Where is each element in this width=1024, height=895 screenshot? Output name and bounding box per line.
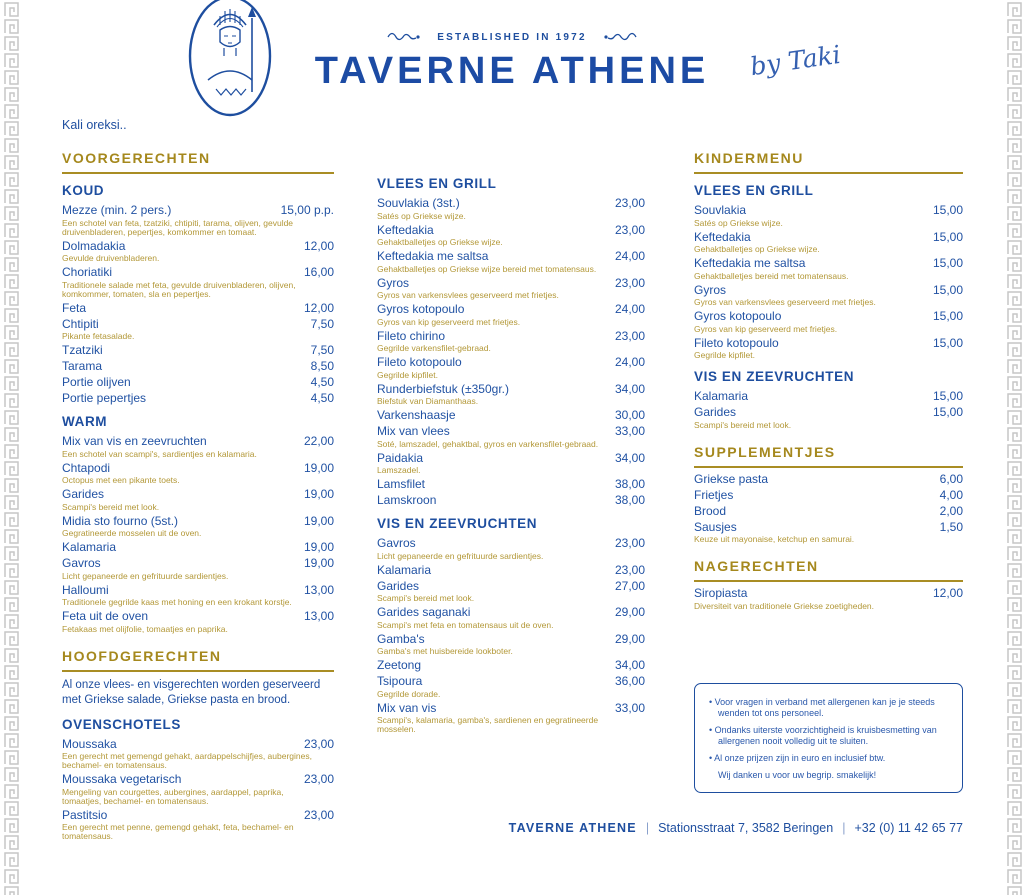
item-name: Keftedakia [694, 229, 751, 244]
menu-item-row [694, 473, 963, 486]
menu-item-row [694, 406, 963, 419]
menu-item [62, 541, 334, 554]
item-description: Biefstuk van Diamanthaas. [377, 396, 479, 406]
item-description: Gehaktballetjes op Griekse wijze bereid met tomatensaus. [377, 263, 597, 274]
item-name: Dolmadakia [62, 238, 126, 253]
item-price: 4,00 [939, 487, 963, 502]
item-name: Garides [377, 578, 420, 593]
item-name: Gyros [694, 282, 727, 297]
item-name: Mix van vis [377, 700, 437, 715]
menu-item-row [377, 356, 645, 369]
menu-item [694, 284, 963, 308]
item-name: Gamba's [377, 631, 425, 646]
item-price: 33,00 [614, 700, 645, 715]
section-heading: SUPPLEMENTJES [694, 444, 963, 468]
menu-column-middle [377, 150, 645, 737]
menu-item [694, 257, 963, 281]
item-name: Kalamaria [694, 389, 749, 403]
item-name: Fileto kotopoulo [377, 355, 462, 369]
item-name: Siropiasta [694, 586, 748, 600]
item-description: Diversiteit van traditionele Griekse zoetigheden. [694, 600, 875, 611]
menu-item-row [694, 257, 963, 270]
menu-item [62, 360, 334, 373]
menu-item-row [377, 224, 645, 237]
menu-item [62, 344, 334, 357]
item-description: Gyros van kip geserveerd met frietjes. [377, 316, 521, 327]
item-description: Gehaktballetjes op Griekse wijze. [377, 237, 503, 247]
subsection-heading: VIS EN ZEEVRUCHTEN [377, 516, 538, 531]
menu-item [62, 302, 334, 315]
allergen-info-box [694, 683, 963, 793]
item-description: Gegrilde kipfilet. [694, 350, 755, 360]
item-description: Fetakaas met olijfolie, tomaatjes en paprika. [62, 623, 228, 634]
item-name: Keftedakia me saltsa [694, 256, 806, 270]
menu-item-row [377, 197, 645, 210]
item-price: 13,00 [303, 609, 334, 623]
item-price: 23,00 [303, 736, 334, 751]
menu-item-row [377, 537, 645, 550]
item-price: 15,00 [932, 309, 963, 323]
menu-item-row [377, 425, 645, 438]
menu-item [62, 809, 334, 842]
menu-item-row [62, 318, 334, 331]
item-name: Souvlakia [694, 203, 747, 217]
menu-item [62, 738, 334, 771]
menu-item [377, 425, 645, 449]
item-description: Scampi's bereid met look. [62, 501, 160, 512]
item-name: Keftedakia me saltsa [377, 249, 489, 263]
item-name: Mix van vis en zeevruchten [62, 434, 207, 448]
menu-item-row [377, 606, 645, 619]
item-name: Zeetong [377, 658, 422, 672]
item-price: 15,00 [932, 282, 963, 297]
item-name: Moussaka vegetarisch [62, 772, 182, 786]
greek-key-border-right [1005, 0, 1022, 895]
menu-item-row [62, 376, 334, 389]
menu-item [694, 406, 963, 430]
menu-item-row [62, 204, 334, 217]
menu-item-row [694, 390, 963, 403]
item-name: Griekse pasta [694, 471, 769, 486]
item-name: Fileto chirino [377, 328, 446, 343]
menu-item-row [62, 584, 334, 597]
menu-item-row [62, 344, 334, 357]
item-description: Gegratineerde mosselen uit de oven. [62, 528, 202, 538]
item-price: 23,00 [614, 275, 645, 290]
item-price: 13,00 [303, 582, 334, 597]
subsection-heading: OVENSCHOTELS [62, 716, 181, 732]
item-price: 23,00 [614, 328, 645, 343]
menu-item [62, 204, 334, 237]
item-price: 19,00 [303, 513, 334, 528]
menu-item-row [377, 452, 645, 465]
menu-item [694, 587, 963, 611]
item-price: 1,50 [939, 519, 963, 534]
menu-item-row [377, 564, 645, 577]
menu-item [377, 383, 645, 407]
item-price: 24,00 [614, 249, 645, 263]
menu-item-row [377, 633, 645, 646]
item-price: 24,00 [614, 355, 645, 369]
item-description: Gegrilde kipfilet. [377, 369, 438, 380]
footer-separator: | [645, 821, 650, 835]
item-price: 6,00 [939, 471, 963, 486]
footer-brand: TAVERNE ATHENE [508, 821, 637, 835]
subsection-heading: WARM [62, 414, 108, 429]
item-name: Paidakia [377, 450, 424, 465]
menu-item-row [377, 494, 645, 507]
restaurant-title: TAVERNE ATHENE [314, 50, 710, 92]
item-name: Frietjes [694, 487, 734, 502]
flourish-right-icon [603, 31, 637, 43]
menu-item [694, 505, 963, 518]
info-closing: Wij danken u voor uw begrip. smakelijk! [718, 769, 877, 780]
item-name: Choriatiki [62, 265, 113, 279]
item-price: 36,00 [614, 674, 645, 688]
menu-item [62, 488, 334, 512]
menu-item-row [377, 659, 645, 672]
menu-column-left [62, 150, 334, 844]
item-name: Garides [694, 405, 737, 419]
item-price: 22,00 [303, 434, 334, 448]
item-name: Mezze (min. 2 pers.) [62, 203, 172, 217]
menu-item [62, 318, 334, 342]
subsection-heading: VLEES EN GRILL [694, 183, 814, 198]
item-name: Tzatziki [62, 343, 103, 357]
item-name: Tsipoura [377, 674, 423, 688]
item-description: Een gerecht met penne, gemengd gehakt, feta, bechamel- en tomatensaus. [62, 822, 294, 841]
item-description: Gehaktballetjes op Griekse wijze. [694, 244, 820, 254]
item-price: 15,00 [932, 405, 963, 419]
subsection-heading: VIS EN ZEEVRUCHTEN [694, 369, 855, 384]
menu-item-row [377, 250, 645, 263]
item-name: Keftedakia [377, 222, 434, 237]
item-name: Portie olijven [62, 375, 131, 389]
menu-item [377, 606, 645, 630]
footer-phone: +32 (0) 11 42 65 77 [854, 821, 963, 835]
item-price: 19,00 [303, 556, 334, 570]
item-name: Pastitsio [62, 807, 108, 822]
info-bullet: • Voor vragen in verband met allergenen kan je je steeds wenden tot ons personeel. [709, 697, 948, 719]
item-name: Sausjes [694, 519, 737, 534]
item-price: 34,00 [614, 658, 645, 672]
menu-item-row [62, 488, 334, 501]
menu-item-row [62, 773, 334, 786]
menu-item-row [377, 675, 645, 688]
menu-item [377, 250, 645, 274]
menu-item-row [694, 337, 963, 350]
item-description: Gamba's met huisbereide lookboter. [377, 646, 513, 656]
established-text: ESTABLISHED IN 1972 [437, 31, 587, 43]
item-price: 29,00 [614, 631, 645, 646]
item-price: 33,00 [614, 424, 645, 438]
item-price: 19,00 [303, 487, 334, 501]
menu-item-row [694, 310, 963, 323]
item-name: Garides saganaki [377, 605, 471, 619]
item-price: 30,00 [614, 408, 645, 422]
subsection-heading: VLEES EN GRILL [377, 176, 497, 191]
menu-item [694, 521, 963, 545]
item-name: Feta [62, 300, 87, 315]
item-price: 38,00 [614, 493, 645, 507]
item-price: 27,00 [614, 578, 645, 593]
info-bullet: • Ondanks uiterste voorzichtigheid is kruisbesmetting van allergenen nooit volledig uit te sluiten. [709, 725, 948, 747]
item-price: 12,00 [303, 238, 334, 253]
item-description: Scampi's met feta en tomatensaus uit de oven. [377, 619, 554, 630]
menu-item-row [377, 330, 645, 343]
item-name: Brood [694, 503, 727, 518]
menu-item-row [62, 809, 334, 822]
tagline: Kali oreksi.. [62, 118, 127, 132]
menu-item [62, 515, 334, 539]
menu-item-row [694, 505, 963, 518]
menu-item [62, 266, 334, 299]
item-description: Gyros van varkensvlees geserveerd met frietjes. [694, 297, 876, 307]
item-description: Gevulde druivenbladeren. [62, 253, 160, 263]
item-name: Lamsfilet [377, 477, 426, 491]
menu-item-row [694, 521, 963, 534]
menu-item [377, 303, 645, 327]
item-name: Feta uit de oven [62, 609, 149, 623]
menu-item-row [62, 610, 334, 623]
item-price: 34,00 [614, 450, 645, 465]
item-name: Gyros kotopoulo [377, 302, 465, 316]
item-price: 4,50 [310, 391, 334, 405]
item-description: Scampi's, kalamaria, gamba's, sardienen en gegratineerde mosselen. [377, 715, 599, 734]
item-price: 19,00 [303, 540, 334, 554]
menu-item-row [377, 303, 645, 316]
item-price: 2,00 [939, 503, 963, 518]
menu-item-row [62, 557, 334, 570]
menu-item-row [377, 383, 645, 396]
item-description: Scampi's bereid met look. [377, 593, 475, 603]
menu-item [62, 392, 334, 405]
menu-item [377, 197, 645, 221]
established-row [0, 31, 1024, 43]
item-description: Licht gepaneerde en gefrituurde sardientjes. [62, 570, 229, 581]
menu-item-row [62, 515, 334, 528]
item-price: 16,00 [303, 265, 334, 279]
menu-item-row [62, 541, 334, 554]
menu-item [694, 231, 963, 255]
menu-item [377, 409, 645, 422]
item-name: Moussaka [62, 736, 117, 751]
item-description: Traditionele salade met feta, gevulde druivenbladeren, olijven, komkommer, tomaten, sla en pepertjes. [62, 279, 296, 299]
item-name: Halloumi [62, 582, 109, 597]
menu-item-row [62, 302, 334, 315]
menu-item [62, 462, 334, 486]
item-price: 15,00 [932, 335, 963, 350]
item-price: 23,00 [303, 807, 334, 822]
menu-item-row [62, 462, 334, 475]
item-description: Lamszadel. [377, 465, 421, 475]
menu-item-row [694, 284, 963, 297]
item-price: 12,00 [303, 300, 334, 315]
menu-item [377, 356, 645, 380]
menu-item [377, 494, 645, 507]
item-name: Kalamaria [377, 562, 432, 577]
subsection-heading: KOUD [62, 183, 105, 198]
menu-item [694, 489, 963, 502]
item-description: Gyros van kip geserveerd met frietjes. [694, 323, 838, 334]
item-price: 12,00 [932, 586, 963, 600]
menu-item [377, 633, 645, 657]
item-price: 23,00 [614, 536, 645, 550]
item-price: 15,00 [932, 203, 963, 217]
item-price: 23,00 [614, 222, 645, 237]
item-description: Mengeling van courgettes, aubergines, aardappel, paprika, tomaatjes, bechamel- en tomatensaus. [62, 786, 284, 806]
menu-item [694, 310, 963, 334]
footer-separator: | [842, 821, 846, 835]
menu-item [694, 337, 963, 361]
menu-item [377, 452, 645, 476]
info-bullet: • Al onze prijzen zijn in euro en inclusief btw. [709, 753, 948, 764]
item-price: 24,00 [614, 302, 645, 316]
menu-item [694, 390, 963, 403]
item-description: Gehaktballetjes bereid met tomatensaus. [694, 270, 849, 281]
menu-item-row [377, 702, 645, 715]
menu-item-row [62, 240, 334, 253]
menu-column-right [694, 150, 963, 793]
menu-item [377, 659, 645, 672]
menu-item-row [694, 587, 963, 600]
item-name: Chtipiti [62, 316, 99, 331]
footer [509, 821, 963, 835]
item-description: Satés op Griekse wijze. [377, 210, 466, 221]
menu-item [62, 584, 334, 608]
menu-item [62, 610, 334, 634]
item-name: Gyros kotopoulo [694, 309, 782, 323]
item-price: 23,00 [303, 772, 334, 786]
item-price: 23,00 [614, 196, 645, 210]
item-name: Midia sto fourno (5st.) [62, 513, 179, 528]
item-price: 29,00 [614, 605, 645, 619]
menu-item [694, 473, 963, 486]
item-description: Keuze uit mayonaise, ketchup en samurai. [694, 534, 855, 544]
menu-item [62, 376, 334, 389]
menu-item [377, 277, 645, 301]
item-name: Portie pepertjes [62, 391, 147, 405]
section-heading: HOOFDGERECHTEN [62, 648, 334, 672]
item-name: Garides [62, 487, 105, 501]
item-name: Kalamaria [62, 540, 117, 554]
menu-item [377, 224, 645, 248]
byline-signature: by Taki [748, 39, 843, 82]
menu-item [377, 675, 645, 699]
menu-item-row [694, 489, 963, 502]
menu-item-row [62, 738, 334, 751]
item-name: Fileto kotopoulo [694, 335, 779, 350]
item-description: Traditionele gegrilde kaas met honing en een krokant korstje. [62, 597, 292, 607]
item-price: 7,50 [310, 316, 334, 331]
item-description: Gyros van varkensvlees geserveerd met frietjes. [377, 290, 559, 300]
menu-item [62, 773, 334, 806]
item-name: Chtapodi [62, 460, 111, 475]
item-description: Scampi's bereid met look. [694, 419, 792, 430]
item-price: 19,00 [303, 460, 334, 475]
menu-item-row [694, 204, 963, 217]
menu-item [377, 564, 645, 577]
item-name: Tarama [62, 359, 103, 373]
item-price: 8,50 [310, 359, 334, 373]
menu-item-row [377, 277, 645, 290]
menu-item-row [377, 580, 645, 593]
item-name: Gyros [377, 275, 410, 290]
menu-item [62, 557, 334, 581]
item-name: Gavros [62, 556, 101, 570]
item-name: Runderbiefstuk (±350gr.) [377, 381, 509, 396]
menu-item [377, 330, 645, 354]
item-price: 15,00 p.p. [280, 203, 334, 217]
item-description: Gegrilde dorade. [377, 688, 441, 699]
greek-key-border-left [2, 0, 19, 895]
item-name: Mix van vlees [377, 424, 450, 438]
item-description: Een gerecht met gemengd gehakt, aardappelschijfjes, aubergines, bechamel- en tomatensaus. [62, 751, 312, 770]
item-price: 15,00 [932, 256, 963, 270]
section-heading: VOORGERECHTEN [62, 150, 334, 174]
item-price: 15,00 [932, 389, 963, 403]
menu-item [694, 204, 963, 228]
menu-item [62, 435, 334, 459]
item-price: 38,00 [614, 477, 645, 491]
menu-item [377, 580, 645, 604]
item-description: Satés op Griekse wijze. [694, 217, 783, 228]
item-name: Souvlakia (3st.) [377, 196, 460, 210]
item-price: 7,50 [310, 343, 334, 357]
item-price: 34,00 [614, 381, 645, 396]
section-heading: NAGERECHTEN [694, 558, 963, 582]
item-name: Varkenshaasje [377, 408, 456, 422]
item-name: Lamskroon [377, 493, 437, 507]
menu-item [377, 537, 645, 561]
menu-item [62, 240, 334, 264]
menu-item-row [62, 435, 334, 448]
menu-item-row [62, 266, 334, 279]
item-price: 4,50 [310, 375, 334, 389]
item-name: Gavros [377, 536, 416, 550]
item-description: Pikante fetasalade. [62, 331, 135, 341]
menu-item-row [62, 392, 334, 405]
item-description: Een schotel van scampi's, sardientjes en kalamaria. [62, 448, 257, 459]
menu-item [377, 702, 645, 735]
menu-item-row [377, 478, 645, 491]
item-description: Een schotel van feta, tzatziki, chtipiti, tarama, olijven, gevulde druivenbladeren, pepertjes, komkommer en tomaat. [62, 217, 294, 237]
menu-item-row [377, 409, 645, 422]
item-description: Soté, lamszadel, gehaktbal, gyros en varkensfilet-gebraad. [377, 438, 599, 449]
menu-item-row [62, 360, 334, 373]
item-description: Gegrilde varkensfilet-gebraad. [377, 343, 491, 353]
flourish-left-icon [387, 31, 421, 43]
item-price: 23,00 [614, 562, 645, 577]
item-description: Octopus met een pikante toets. [62, 475, 180, 485]
menu-item [377, 478, 645, 491]
item-price: 15,00 [932, 229, 963, 244]
footer-address: Stationsstraat 7, 3582 Beringen [658, 821, 834, 835]
section-heading: KINDERMENU [694, 150, 963, 174]
menu-item-row [694, 231, 963, 244]
item-description: Licht gepaneerde en gefrituurde sardientjes. [377, 550, 544, 561]
menu-note: Al onze vlees- en visgerechten worden geserveerd met Griekse salade, Griekse pasta en brood. [62, 678, 321, 706]
